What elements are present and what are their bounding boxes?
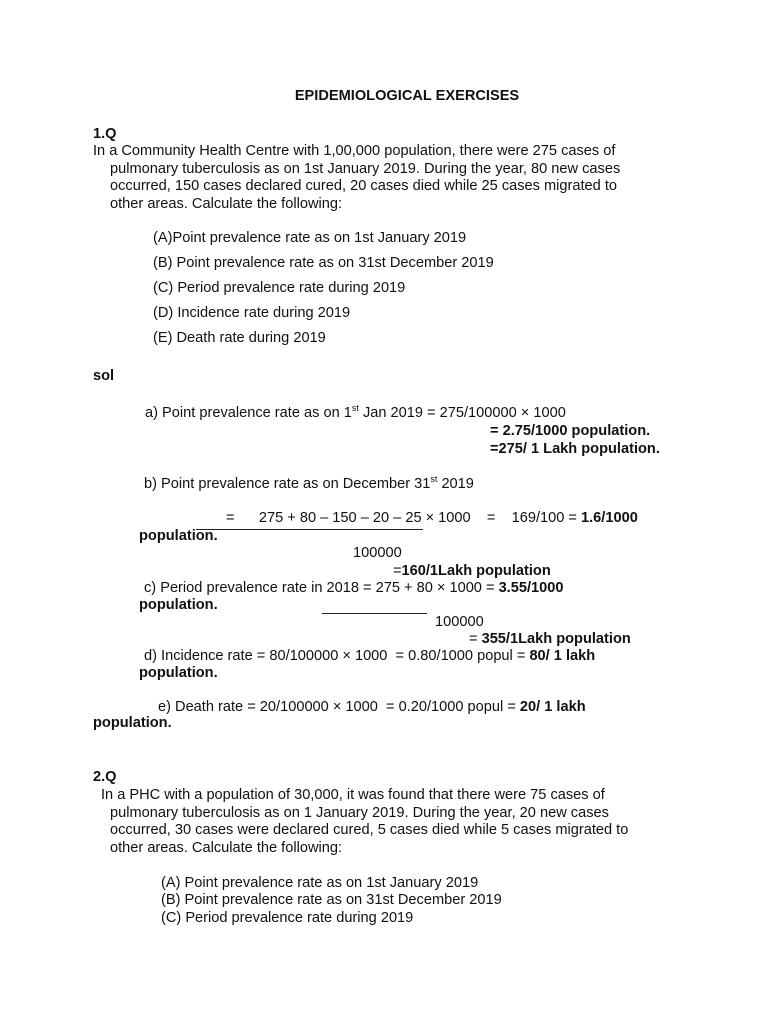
solution-b-text: b) Point prevalence rate as on December 31st 2019 — [144, 474, 474, 492]
question-1-item: (E) Death rate during 2019 — [153, 330, 326, 346]
solution-b-result-cont: population. — [139, 528, 218, 544]
question-1-item: (A)Point prevalence rate as on 1st January 2019 — [153, 230, 467, 246]
question-1-item: (C) Period prevalence rate during 2019 — [153, 280, 406, 296]
solution-d-result-cont: population. — [139, 665, 218, 681]
solution-label: sol — [93, 368, 115, 384]
solution-b-denominator: 100000 — [353, 545, 402, 561]
question-2-text-line: other areas. Calculate the following: — [110, 840, 343, 856]
question-2-text-line: occurred, 30 cases were declared cured, 5 cases died while 5 cases migrated to — [110, 822, 629, 838]
question-2-label: 2.Q — [93, 769, 117, 785]
solution-e-result-cont: population. — [93, 715, 172, 731]
question-2-text-line: In a PHC with a population of 30,000, it was found that there were 75 cases of — [101, 787, 605, 803]
question-1-text-line: pulmonary tuberculosis as on 1st January 2019. During the year, 80 new cases — [110, 161, 621, 177]
fraction-line — [196, 529, 423, 530]
solution-c-denominator: 100000 — [435, 614, 484, 630]
question-1-text-line: occurred, 150 cases declared cured, 20 cases died while 25 cases migrated to — [110, 178, 618, 194]
solution-c-text: c) Period prevalence rate in 2018 = 275 + 80 × 1000 = 3.55/1000 — [144, 580, 564, 596]
solution-a-result: = 2.75/1000 population. — [490, 423, 651, 439]
solution-b-result-lakh: =160/1Lakh population — [393, 563, 551, 579]
question-1-text-line: other areas. Calculate the following: — [110, 196, 343, 212]
solution-d-text: d) Incidence rate = 80/100000 × 1000 = 0.80/1000 popul = 80/ 1 lakh — [144, 648, 596, 664]
question-2-item: (C) Period prevalence rate during 2019 — [161, 910, 414, 926]
question-2-item: (A) Point prevalence rate as on 1st January 2019 — [161, 875, 479, 891]
question-1-label: 1.Q — [93, 126, 117, 142]
solution-e-text: e) Death rate = 20/100000 × 1000 = 0.20/1000 popul = 20/ 1 lakh — [158, 699, 586, 715]
question-2-text-line: pulmonary tuberculosis as on 1 January 2019. During the year, 20 new cases — [110, 805, 609, 821]
solution-a-result-lakh: =275/ 1 Lakh population. — [490, 441, 660, 457]
document-title: EPIDEMIOLOGICAL EXERCISES — [294, 88, 520, 104]
fraction-line — [322, 613, 427, 614]
solution-a-text: a) Point prevalence rate as on 1st Jan 2019 = 275/100000 × 1000 — [145, 403, 566, 421]
solution-c-result-lakh: = 355/1Lakh population — [469, 631, 631, 647]
question-1-item: (B) Point prevalence rate as on 31st December 2019 — [153, 255, 494, 271]
solution-b-formula: = 275 + 80 – 150 – 20 – 25 × 1000 = 169/100 = 1.6/1000 — [226, 510, 638, 526]
question-2-item: (B) Point prevalence rate as on 31st December 2019 — [161, 892, 502, 908]
question-1-item: (D) Incidence rate during 2019 — [153, 305, 351, 321]
question-1-text-line: In a Community Health Centre with 1,00,000 population, there were 275 cases of — [93, 143, 616, 159]
solution-c-result-cont: population. — [139, 597, 218, 613]
